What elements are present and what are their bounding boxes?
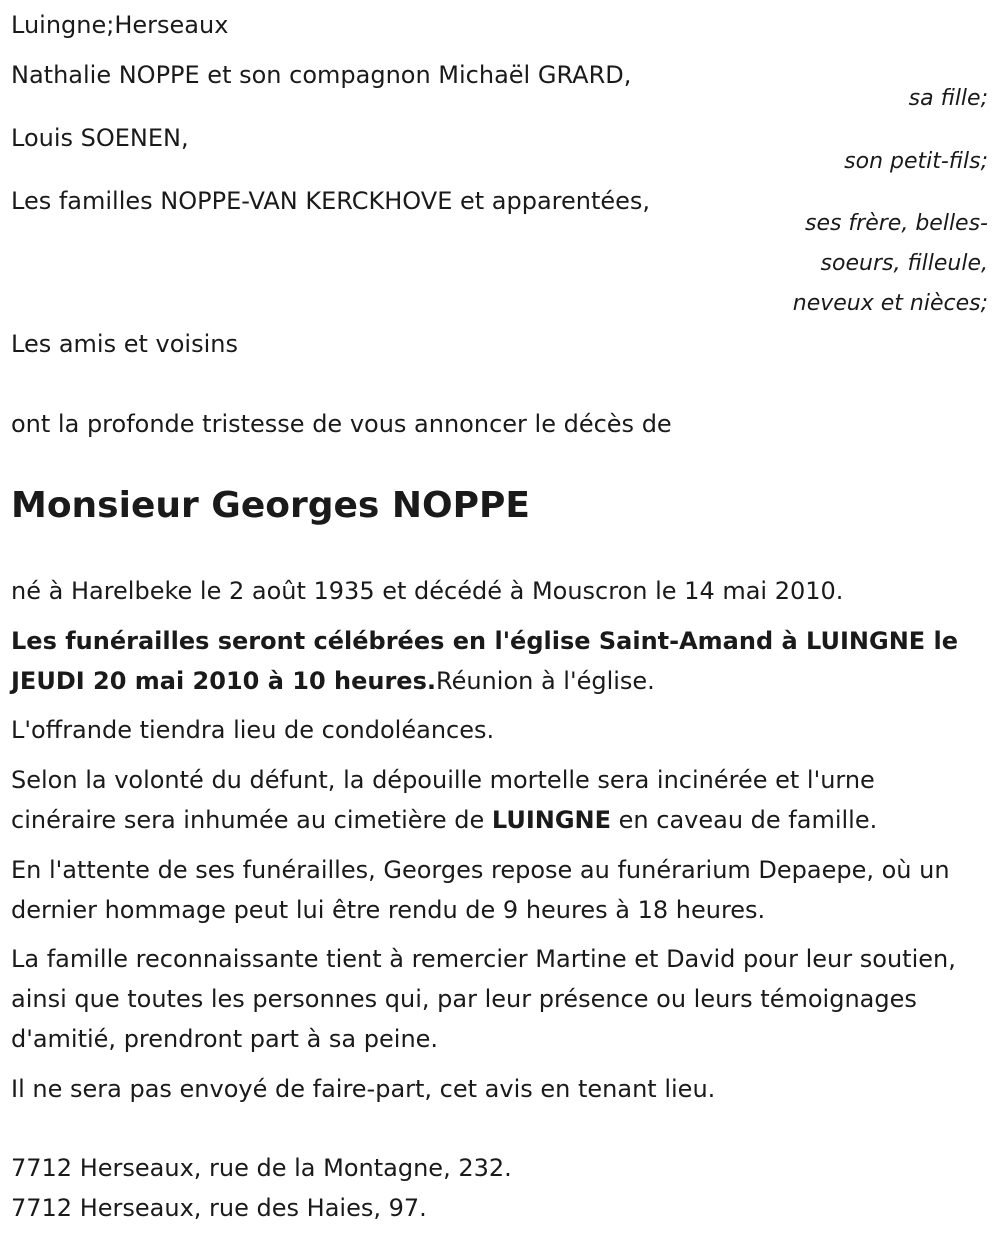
thanks-paragraph: La famille reconnaissante tient à remercier Martine et David pour leur soutien, ainsi que toutes les personnes qui, par leur présence ou leurs témoignages d'amitié, prendront part à sa peine.	[11, 945, 956, 1053]
family-member-name: Les amis et voisins	[11, 330, 238, 358]
announcement-text: ont la profonde tristesse de vous annoncer le décès de	[11, 410, 672, 438]
will-text-before: Selon la volonté du défunt, la dépouille mortelle sera incinérée et l'urne cinéraire sera inhumée au cimetière de	[11, 766, 875, 834]
deceased-name: Monsieur Georges NOPPE	[11, 485, 530, 526]
family-member-relation: son petit-fils;	[844, 149, 988, 174]
family-member-relation: ses frère, belles-	[804, 211, 988, 236]
family-member-relation: sa fille;	[908, 86, 988, 111]
wake-paragraph: En l'attente de ses funérailles, Georges repose au funérarium Depaepe, où un dernier hommage peut lui être rendu de 9 heures à 18 heures.	[11, 856, 950, 924]
funeral-details: Les funérailles seront célébrées en l'église Saint-Amand à LUINGNE le JEUDI 20 mai 2010 à 10 heures.	[11, 627, 959, 695]
family-member-relation: neveux et nièces;	[792, 291, 988, 316]
funeral-paragraph	[11, 621, 986, 701]
location-header: Luingne;Herseaux	[11, 11, 229, 39]
family-member-relation: soeurs, filleule,	[820, 251, 988, 276]
address-line: 7712 Herseaux, rue des Haies, 97.	[11, 1194, 427, 1222]
address-line: 7712 Herseaux, rue de la Montagne, 232.	[11, 1154, 512, 1182]
birth-death-line: né à Harelbeke le 2 août 1935 et décédé à Mouscron le 14 mai 2010.	[11, 577, 844, 605]
offering-line: L'offrande tiendra lieu de condoléances.	[11, 716, 495, 744]
family-member-name: Louis SOENEN,	[11, 124, 189, 152]
burial-place: LUINGNE	[491, 806, 612, 834]
family-member-name: Les familles NOPPE-VAN KERCKHOVE et apparentées,	[11, 187, 651, 215]
will-text-after: en caveau de famille.	[611, 806, 878, 834]
funeral-gathering: Réunion à l'église.	[435, 667, 655, 695]
family-member-name: Nathalie NOPPE et son compagnon Michaël GRARD,	[11, 61, 632, 89]
will-paragraph	[11, 760, 986, 840]
notice-line: Il ne sera pas envoyé de faire-part, cet avis en tenant lieu.	[11, 1075, 716, 1103]
